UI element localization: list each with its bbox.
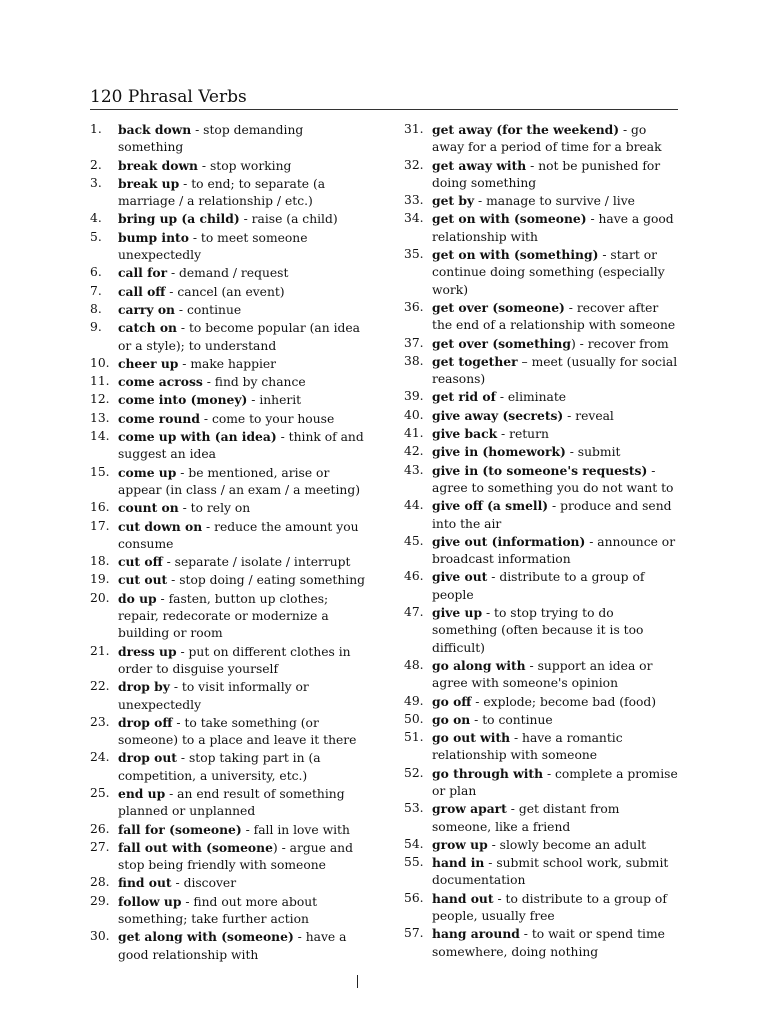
phrasal-verb-definition: - find by chance bbox=[202, 375, 306, 390]
phrasal-verb-term: dress up bbox=[118, 643, 177, 659]
phrasal-verb-term: come across bbox=[118, 374, 203, 390]
list-item bbox=[90, 301, 368, 319]
list-item bbox=[90, 121, 368, 157]
phrasal-verb-term: find out bbox=[118, 875, 172, 891]
phrasal-verb-definition: - stop taking part in (a competition, a university, etc.) bbox=[118, 751, 321, 783]
item-text bbox=[118, 355, 368, 373]
item-number: 35. bbox=[404, 247, 424, 262]
phrasal-verb-term: give out (information) bbox=[432, 533, 586, 549]
item-number: 16. bbox=[90, 500, 110, 515]
item-number: 27. bbox=[90, 839, 110, 854]
list-item bbox=[90, 210, 368, 228]
list-item bbox=[90, 499, 368, 517]
phrasal-verb-term: give in (to someone's requests) bbox=[432, 462, 648, 478]
list-item bbox=[404, 854, 680, 890]
list-item bbox=[404, 157, 680, 193]
item-number: 34. bbox=[404, 211, 424, 226]
phrasal-verb-term: give in (homework) bbox=[432, 444, 566, 460]
phrasal-verb-definition: - to wait or spend time somewhere, doing nothing bbox=[432, 927, 665, 959]
list-item bbox=[404, 388, 680, 406]
item-text bbox=[432, 854, 680, 890]
list-item bbox=[90, 319, 368, 355]
phrasal-verb-term: break down bbox=[118, 157, 198, 173]
list-item bbox=[404, 407, 680, 425]
item-text bbox=[432, 533, 680, 569]
item-text bbox=[118, 893, 368, 929]
phrasal-verb-definition: ) - argue and stop being friendly with someone bbox=[118, 840, 353, 873]
item-text bbox=[432, 425, 680, 443]
phrasal-verb-term: call for bbox=[118, 265, 168, 281]
item-text bbox=[118, 319, 368, 355]
item-number: 47. bbox=[404, 605, 424, 620]
list-item bbox=[404, 693, 680, 711]
item-text bbox=[432, 407, 680, 425]
phrasal-verb-term: cut off bbox=[118, 554, 163, 570]
item-text bbox=[118, 464, 368, 500]
list-item bbox=[404, 246, 680, 299]
item-number: 8. bbox=[90, 301, 102, 316]
phrasal-verb-term: drop out bbox=[118, 750, 177, 766]
phrasal-verb-term: drop off bbox=[118, 714, 173, 730]
item-number: 3. bbox=[90, 175, 102, 190]
phrasal-verb-definition: - come to your house bbox=[199, 411, 335, 426]
list-item bbox=[90, 643, 368, 679]
phrasal-verb-term: go through with bbox=[432, 765, 544, 781]
item-text bbox=[432, 836, 680, 854]
list-item bbox=[404, 604, 680, 657]
list-item bbox=[90, 355, 368, 373]
item-text bbox=[432, 388, 680, 406]
phrasal-verb-definition: - return bbox=[497, 427, 549, 442]
list-item bbox=[404, 568, 680, 604]
item-text bbox=[118, 874, 368, 892]
item-text bbox=[432, 729, 680, 765]
item-text bbox=[432, 246, 680, 299]
phrasal-verb-definition: - manage to survive / live bbox=[474, 194, 635, 209]
item-number: 13. bbox=[90, 410, 110, 425]
phrasal-verb-term: come up with (an idea) bbox=[118, 429, 277, 445]
item-number: 40. bbox=[404, 407, 424, 422]
list-item bbox=[90, 785, 368, 821]
list-item bbox=[404, 657, 680, 693]
phrasal-verb-definition: - fasten, button up clothes; repair, redecorate or modernize a building or room bbox=[118, 591, 329, 641]
item-number: 1. bbox=[90, 122, 102, 136]
phrasal-verb-definition: - stop demanding something bbox=[118, 123, 304, 155]
list-item bbox=[404, 335, 680, 353]
phrasal-verb-term: back down bbox=[118, 122, 192, 137]
title-divider bbox=[90, 109, 678, 110]
phrasal-verb-definition: - explode; become bad (food) bbox=[471, 694, 657, 709]
item-number: 45. bbox=[404, 533, 424, 548]
item-number: 29. bbox=[90, 893, 110, 908]
phrasal-verb-definition: - cancel (an event) bbox=[165, 284, 285, 299]
item-number: 39. bbox=[404, 389, 424, 404]
phrasal-verb-definition: - be mentioned, arise or appear (in class / an exam / a meeting) bbox=[118, 465, 361, 497]
item-text bbox=[432, 765, 680, 801]
list-item bbox=[404, 925, 680, 961]
item-number: 26. bbox=[90, 821, 110, 836]
item-number: 31. bbox=[404, 122, 424, 136]
phrasal-verb-term: get over (someone) bbox=[432, 299, 565, 315]
phrasal-verb-term: go out with bbox=[432, 730, 511, 746]
item-number: 51. bbox=[404, 730, 424, 745]
item-number: 28. bbox=[90, 875, 110, 890]
item-text bbox=[432, 335, 680, 353]
list-item bbox=[90, 714, 368, 750]
list-item bbox=[90, 391, 368, 409]
phrasal-verb-term: fall for (someone) bbox=[118, 821, 242, 837]
phrasal-verb-term: get on with (someone) bbox=[432, 211, 587, 227]
item-number: 21. bbox=[90, 643, 110, 658]
item-text bbox=[432, 568, 680, 604]
list-item bbox=[90, 590, 368, 643]
item-text bbox=[118, 373, 368, 391]
phrasal-verb-term: come into (money) bbox=[118, 392, 248, 408]
phrasal-verb-definition: - continue bbox=[174, 302, 242, 317]
phrasal-verb-definition: - to rely on bbox=[178, 501, 251, 516]
item-number: 10. bbox=[90, 355, 110, 370]
phrasal-verb-definition: - inherit bbox=[247, 393, 302, 408]
phrasal-verb-term: fall out with (someone bbox=[118, 839, 273, 855]
phrasal-verb-term: hand out bbox=[432, 890, 494, 906]
item-number: 37. bbox=[404, 335, 424, 350]
phrasal-verb-definition: - to continue bbox=[470, 712, 553, 727]
list-item bbox=[404, 299, 680, 335]
item-text bbox=[118, 175, 368, 211]
item-number: 48. bbox=[404, 657, 424, 672]
phrasal-verb-term: get away with bbox=[432, 157, 527, 173]
item-number: 12. bbox=[90, 392, 110, 407]
phrasal-verb-definition: - start or continue doing something (especially work) bbox=[432, 248, 665, 297]
phrasal-verb-term: grow apart bbox=[432, 801, 507, 817]
list-item bbox=[404, 121, 680, 157]
phrasal-verb-term: go off bbox=[432, 693, 472, 709]
list-item bbox=[404, 729, 680, 765]
list-item bbox=[90, 410, 368, 428]
phrasal-verb-definition: - reveal bbox=[563, 408, 614, 423]
phrasal-verb-definition: - distribute to a group of people bbox=[432, 570, 645, 602]
item-text bbox=[432, 192, 680, 210]
phrasal-verb-term: follow up bbox=[118, 893, 182, 909]
list-item bbox=[404, 711, 680, 729]
list-item bbox=[90, 928, 368, 964]
item-number: 55. bbox=[404, 855, 424, 870]
phrasal-verb-term: hand in bbox=[432, 855, 485, 871]
item-number: 52. bbox=[404, 765, 424, 780]
phrasal-verb-definition: - an end result of something planned or unplanned bbox=[118, 786, 345, 819]
phrasal-verb-term: catch on bbox=[118, 320, 177, 336]
list-item bbox=[404, 836, 680, 854]
item-text bbox=[118, 410, 368, 428]
list-item bbox=[90, 175, 368, 211]
item-text bbox=[432, 925, 680, 961]
phrasal-verb-definition: – meet (usually for social reasons) bbox=[432, 354, 678, 387]
list-item bbox=[404, 497, 680, 533]
list-item bbox=[90, 283, 368, 301]
phrasal-verb-term: give off (a smell) bbox=[432, 498, 549, 514]
phrasal-verb-term: cut down on bbox=[118, 518, 203, 534]
phrasal-verb-term: break up bbox=[118, 175, 180, 191]
item-number: 11. bbox=[90, 374, 110, 389]
phrasal-verb-definition: - discover bbox=[171, 876, 237, 891]
phrasal-verb-definition: - fall in love with bbox=[241, 822, 350, 837]
phrasal-verb-term: get by bbox=[432, 193, 475, 209]
list-item bbox=[90, 839, 368, 875]
item-text bbox=[118, 391, 368, 409]
item-number: 42. bbox=[404, 444, 424, 459]
page-title: 120 Phrasal Verbs bbox=[90, 87, 247, 107]
item-number: 19. bbox=[90, 572, 110, 587]
phrasal-verb-term: cut out bbox=[118, 572, 168, 588]
item-text bbox=[118, 121, 368, 157]
phrasal-verb-term: go on bbox=[432, 711, 471, 727]
item-text bbox=[118, 643, 368, 679]
item-number: 23. bbox=[90, 714, 110, 729]
item-text bbox=[118, 749, 368, 785]
item-number: 7. bbox=[90, 283, 102, 298]
phrasal-verb-definition: - slowly become an adult bbox=[487, 837, 647, 852]
phrasal-verb-definition: - announce or broadcast information bbox=[432, 534, 676, 567]
phrasal-verb-definition: - to end; to separate (a marriage / a relationship / etc.) bbox=[118, 176, 326, 209]
phrasal-verb-definition: - to meet someone unexpectedly bbox=[118, 230, 308, 263]
item-number: 32. bbox=[404, 157, 424, 172]
phrasal-verb-definition: ) - recover from bbox=[570, 336, 669, 351]
phrasal-verb-definition: - submit school work, submit documentation bbox=[432, 856, 669, 888]
list-item bbox=[90, 553, 368, 571]
item-number: 2. bbox=[90, 157, 102, 172]
phrasal-verb-definition: - produce and send into the air bbox=[432, 499, 672, 531]
list-item bbox=[404, 443, 680, 461]
item-text bbox=[118, 283, 368, 301]
item-number: 5. bbox=[90, 229, 102, 244]
list-item bbox=[90, 518, 368, 554]
item-text bbox=[118, 428, 368, 464]
phrasal-verb-term: cheer up bbox=[118, 355, 179, 371]
phrasal-verb-term: get away (for the weekend) bbox=[432, 122, 620, 137]
phrasal-verb-term: give up bbox=[432, 605, 483, 621]
item-text bbox=[118, 928, 368, 964]
phrasal-verb-term: come up bbox=[118, 464, 177, 480]
phrasal-verb-definition: - raise (a child) bbox=[239, 212, 338, 227]
phrasal-verb-definition: - to visit informally or unexpectedly bbox=[118, 680, 309, 712]
item-number: 57. bbox=[404, 926, 424, 941]
item-number: 25. bbox=[90, 785, 110, 800]
phrasal-verb-definition: - have a good relationship with bbox=[432, 212, 674, 244]
item-number: 30. bbox=[90, 929, 110, 944]
item-text bbox=[432, 353, 680, 389]
item-text bbox=[432, 890, 680, 926]
item-text bbox=[432, 800, 680, 836]
phrasal-verb-term: get on with (something) bbox=[432, 247, 599, 263]
item-number: 14. bbox=[90, 429, 110, 444]
list-item bbox=[90, 464, 368, 500]
item-number: 4. bbox=[90, 211, 102, 226]
item-number: 44. bbox=[404, 498, 424, 513]
list-item bbox=[90, 893, 368, 929]
item-text bbox=[118, 518, 368, 554]
list-item bbox=[404, 210, 680, 246]
phrasal-verb-definition: - stop working bbox=[198, 158, 292, 173]
item-text bbox=[432, 210, 680, 246]
phrasal-verb-term: get over (something bbox=[432, 335, 571, 351]
item-text bbox=[118, 839, 368, 875]
item-number: 38. bbox=[404, 353, 424, 368]
list-item bbox=[90, 229, 368, 265]
phrasal-verb-definition: - to become popular (an idea or a style); to understand bbox=[118, 321, 361, 353]
item-text bbox=[432, 497, 680, 533]
list-item bbox=[90, 749, 368, 785]
phrasal-verb-definition: - demand / request bbox=[167, 266, 289, 281]
item-text bbox=[118, 264, 368, 282]
phrasal-verb-definition: - to take something (or someone) to a place and leave it there bbox=[118, 715, 357, 748]
phrasal-verb-definition: - have a good relationship with bbox=[118, 930, 347, 962]
item-text bbox=[432, 299, 680, 335]
phrasal-verb-term: drop by bbox=[118, 679, 170, 695]
phrasal-verb-definition: - submit bbox=[565, 445, 621, 460]
list-item bbox=[404, 800, 680, 836]
right-column bbox=[404, 121, 680, 961]
item-number: 56. bbox=[404, 890, 424, 905]
phrasal-verb-term: end up bbox=[118, 785, 166, 801]
item-number: 18. bbox=[90, 554, 110, 569]
item-text bbox=[432, 157, 680, 193]
item-number: 54. bbox=[404, 836, 424, 851]
item-text bbox=[118, 678, 368, 714]
phrasal-verb-definition: - separate / isolate / interrupt bbox=[162, 555, 351, 570]
item-text bbox=[118, 210, 368, 228]
list-item bbox=[404, 462, 680, 498]
phrasal-verb-term: bring up (a child) bbox=[118, 211, 240, 227]
item-text bbox=[118, 714, 368, 750]
phrasal-verb-term: carry on bbox=[118, 301, 175, 317]
phrasal-verb-term: count on bbox=[118, 500, 179, 516]
item-number: 50. bbox=[404, 711, 424, 726]
item-number: 24. bbox=[90, 750, 110, 765]
item-number: 41. bbox=[404, 426, 424, 441]
phrasal-verb-term: get together bbox=[432, 353, 518, 369]
list-item bbox=[90, 821, 368, 839]
item-number: 22. bbox=[90, 679, 110, 694]
item-text bbox=[432, 711, 680, 729]
list-item bbox=[404, 765, 680, 801]
item-text bbox=[118, 499, 368, 517]
list-item bbox=[404, 890, 680, 926]
list-item bbox=[90, 373, 368, 391]
phrasal-verb-definition: - agree to something you do not want to bbox=[432, 463, 674, 495]
item-text bbox=[432, 693, 680, 711]
phrasal-verb-definition: - to stop trying to do something (often because it is too difficult) bbox=[432, 606, 644, 655]
item-text bbox=[118, 785, 368, 821]
item-number: 46. bbox=[404, 569, 424, 584]
item-text bbox=[118, 157, 368, 175]
item-text bbox=[118, 229, 368, 265]
phrasal-verb-definition: - think of and suggest an idea bbox=[118, 430, 364, 462]
phrasal-verb-term: give away (secrets) bbox=[432, 407, 564, 423]
phrasal-verb-term: get along with (someone) bbox=[118, 929, 294, 945]
phrasal-verb-definition: - have a romantic relationship with someone bbox=[432, 731, 623, 763]
phrasal-verb-term: come round bbox=[118, 410, 200, 426]
item-text bbox=[118, 571, 368, 589]
phrasal-verb-definition: - complete a promise or plan bbox=[432, 766, 678, 798]
phrasal-verb-definition: - not be punished for doing something bbox=[432, 158, 661, 190]
phrasal-verb-term: go along with bbox=[432, 657, 526, 673]
item-text bbox=[432, 657, 680, 693]
phrasal-verb-term: call off bbox=[118, 283, 166, 299]
item-number: 6. bbox=[90, 265, 102, 280]
item-number: 17. bbox=[90, 518, 110, 533]
list-item bbox=[404, 533, 680, 569]
phrasal-verb-definition: - to distribute to a group of people, usually free bbox=[432, 891, 667, 924]
list-item bbox=[90, 157, 368, 175]
item-number: 20. bbox=[90, 590, 110, 605]
item-number: 53. bbox=[404, 801, 424, 816]
item-text bbox=[118, 553, 368, 571]
item-text bbox=[432, 121, 680, 157]
left-column bbox=[90, 121, 368, 964]
item-number: 33. bbox=[404, 193, 424, 208]
list-item bbox=[404, 353, 680, 389]
item-text bbox=[432, 604, 680, 657]
phrasal-verb-definition: - go away for a period of time for a break bbox=[432, 123, 662, 155]
item-text bbox=[432, 462, 680, 498]
list-item bbox=[404, 192, 680, 210]
phrasal-verb-definition: - stop doing / eating something bbox=[167, 573, 366, 588]
list-item bbox=[90, 678, 368, 714]
phrasal-verb-definition: - put on different clothes in order to disguise yourself bbox=[118, 644, 351, 676]
phrasal-verb-term: grow up bbox=[432, 836, 488, 852]
item-number: 15. bbox=[90, 464, 110, 479]
list-item bbox=[90, 874, 368, 892]
list-item bbox=[90, 264, 368, 282]
item-number: 36. bbox=[404, 299, 424, 314]
item-text bbox=[118, 590, 368, 643]
phrasal-verb-definition: - recover after the end of a relationship with someone bbox=[432, 300, 676, 333]
phrasal-verb-term: give out bbox=[432, 569, 488, 585]
phrasal-verb-term: hang around bbox=[432, 926, 520, 942]
phrasal-verb-term: do up bbox=[118, 590, 157, 606]
phrasal-verb-term: give back bbox=[432, 426, 498, 442]
phrasal-verb-definition: - eliminate bbox=[495, 390, 567, 405]
phrasal-verb-definition: - make happier bbox=[178, 356, 277, 371]
phrasal-verb-term: bump into bbox=[118, 229, 189, 245]
phrasal-verb-definition: - reduce the amount you consume bbox=[118, 519, 359, 551]
list-item bbox=[90, 571, 368, 589]
item-number: 9. bbox=[90, 320, 102, 335]
list-item bbox=[404, 425, 680, 443]
list-item bbox=[90, 428, 368, 464]
item-number: 43. bbox=[404, 462, 424, 477]
item-text bbox=[118, 301, 368, 319]
phrasal-verb-definition: - get distant from someone, like a friend bbox=[432, 802, 620, 834]
item-number: 49. bbox=[404, 693, 424, 708]
item-text bbox=[118, 821, 368, 839]
phrasal-verb-term: get rid of bbox=[432, 389, 496, 405]
phrasal-verb-definition: - support an idea or agree with someone's opinion bbox=[432, 658, 653, 691]
item-text bbox=[432, 443, 680, 461]
phrasal-verb-definition: - find out more about something; take further action bbox=[118, 894, 318, 927]
page-marker bbox=[357, 975, 358, 988]
